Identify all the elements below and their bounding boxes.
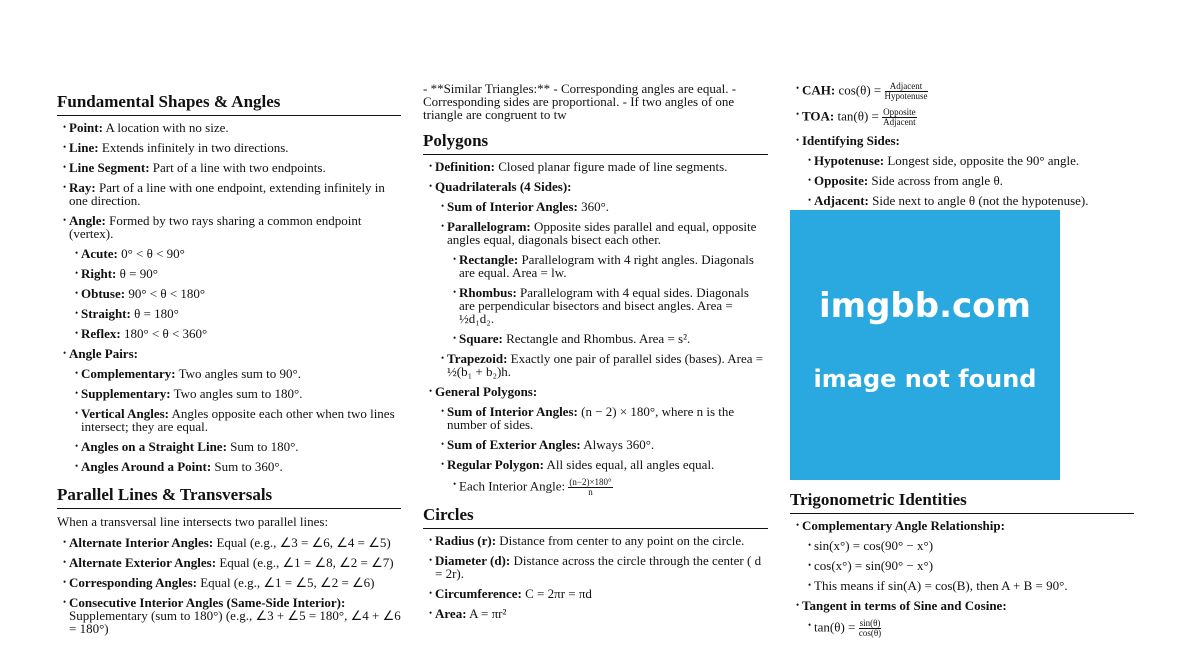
term-label: Line Segment:	[69, 160, 150, 175]
list-item	[423, 160, 768, 173]
bullet-icon: •	[75, 288, 79, 298]
term-description: sin(x°) = cos(90° − x°)	[814, 538, 934, 553]
bullet-icon: •	[808, 540, 812, 550]
bullet-icon: •	[75, 368, 79, 378]
bullet-icon: •	[63, 348, 67, 358]
column-1	[57, 92, 401, 642]
list-item	[790, 599, 1134, 612]
term-label: Identifying Sides:	[802, 133, 900, 148]
bullet-icon: •	[429, 555, 433, 565]
bullet-icon: •	[63, 122, 67, 132]
bullet-icon: •	[808, 155, 812, 165]
term-label: Parallelogram:	[447, 219, 531, 234]
shapes-angles-list	[57, 121, 401, 473]
term-label: Consecutive Interior Angles (Same-Side Interior):	[69, 595, 346, 610]
term-label: Definition:	[435, 159, 495, 174]
numerator: Adjacent	[885, 82, 928, 92]
circles-list	[423, 534, 768, 620]
term-label: Rhombus:	[459, 285, 517, 300]
term-description: 180° < θ < 360°	[120, 326, 208, 341]
bullet-icon: •	[63, 537, 67, 547]
bullet-icon: •	[796, 109, 800, 119]
list-item	[57, 121, 401, 134]
term-description: Exactly one pair of parallel sides (bases). Area = ½(b₁ + b₂)h.	[447, 351, 764, 379]
term-label: General Polygons:	[435, 384, 538, 399]
term-label: Complementary:	[81, 366, 176, 381]
list-item	[423, 534, 768, 547]
numerator: Opposite	[883, 107, 916, 117]
bullet-icon: •	[75, 408, 79, 418]
term-description: Opposite sides parallel and equal, opposite angles equal, diagonals bisect each other.	[447, 219, 757, 247]
bullet-icon: •	[63, 162, 67, 172]
term-description: Extends infinitely in two directions.	[98, 140, 289, 155]
list-item	[57, 267, 401, 280]
bullet-icon: •	[63, 142, 67, 152]
bullet-icon: •	[75, 268, 79, 278]
term-description: Equal (e.g., ∠1 = ∠8, ∠2 = ∠7)	[216, 555, 394, 570]
term-label: Sum of Interior Angles:	[447, 404, 578, 419]
term-description: Closed planar figure made of line segments.	[494, 159, 728, 174]
term-description: Equal (e.g., ∠1 = ∠5, ∠2 = ∠6)	[196, 575, 375, 590]
numerator: sin(θ)	[859, 618, 881, 628]
term-label: Point:	[69, 120, 103, 135]
list-item	[57, 141, 401, 154]
column-3	[790, 82, 1134, 214]
list-item	[423, 458, 768, 471]
term-description: (n − 2) × 180°, where n is the number of sides.	[447, 404, 735, 432]
list-item	[57, 576, 401, 589]
term-description: Part of a line with two endpoints.	[149, 160, 326, 175]
term-label: Angle Pairs:	[69, 346, 138, 361]
bullet-icon: •	[808, 560, 812, 570]
list-item	[423, 607, 768, 620]
term-description: This means if sin(A) = cos(B), then A + B = 90°.	[814, 578, 1068, 593]
list-item	[57, 536, 401, 549]
list-item	[423, 438, 768, 451]
list-item	[790, 539, 1134, 552]
bullet-icon: •	[808, 580, 812, 590]
term-label: Corresponding Angles:	[69, 575, 197, 590]
term-label: Sum of Exterior Angles:	[447, 437, 581, 452]
term-description: tan(θ) =	[814, 619, 859, 635]
bullet-icon: •	[75, 441, 79, 451]
list-item	[423, 385, 768, 398]
term-label: Square:	[459, 331, 503, 346]
list-item	[423, 478, 768, 497]
bullet-icon: •	[796, 135, 800, 145]
term-label: Ray:	[69, 180, 96, 195]
denominator: cos(θ)	[858, 628, 882, 638]
term-description: Sum to 180°.	[226, 439, 299, 454]
bullet-icon: •	[796, 520, 800, 530]
term-description: Longest side, opposite the 90° angle.	[884, 153, 1080, 168]
bullet-icon: •	[429, 608, 433, 618]
bullet-icon: •	[441, 221, 445, 231]
term-description: Each Interior Angle:	[459, 478, 569, 494]
column-3-lower	[790, 490, 1134, 645]
bullet-icon: •	[441, 201, 445, 211]
polygons-list	[423, 160, 768, 497]
term-description: Formed by two rays sharing a common endpoint (vertex).	[69, 213, 362, 241]
term-description: Two angles sum to 180°.	[170, 386, 303, 401]
intro-text: When a transversal line intersects two parallel lines:	[57, 514, 329, 529]
column-2	[423, 82, 768, 627]
term-description: cos(x°) = sin(90° − x°)	[814, 558, 934, 573]
term-label: Angle:	[69, 213, 106, 228]
term-label: Radius (r):	[435, 533, 497, 548]
term-label: TOA:	[802, 108, 835, 124]
bullet-icon: •	[453, 287, 457, 297]
term-description: Equal (e.g., ∠3 = ∠6, ∠4 = ∠5)	[213, 535, 391, 550]
term-label: Tangent in terms of Sine and Cosine:	[802, 598, 1007, 613]
term-description: C = 2πr = πd	[521, 586, 592, 601]
soh-cah-toa-list	[790, 82, 1134, 207]
list-item	[423, 554, 768, 580]
bullet-icon: •	[441, 439, 445, 449]
list-item	[790, 619, 1134, 638]
list-item	[57, 287, 401, 300]
list-item	[423, 253, 768, 279]
term-label: Opposite:	[814, 173, 869, 188]
term-description: Part of a line with one endpoint, extending infinitely in one direction.	[69, 180, 385, 208]
list-item	[790, 134, 1134, 147]
term-description: Angles opposite each other when two lines intersect; they are equal.	[81, 406, 395, 434]
list-item	[790, 579, 1134, 592]
list-item	[57, 596, 401, 635]
bullet-icon: •	[429, 386, 433, 396]
term-description: tan(θ) =	[834, 108, 883, 124]
term-description: θ = 180°	[130, 306, 179, 321]
term-label: Alternate Interior Angles:	[69, 535, 214, 550]
term-label: Sum of Interior Angles:	[447, 199, 578, 214]
bullet-icon: •	[63, 577, 67, 587]
term-description: Side next to angle θ (not the hypotenuse).	[868, 193, 1089, 208]
term-label: Right:	[81, 266, 117, 281]
term-label: Circumference:	[435, 586, 522, 601]
list-item	[790, 108, 1134, 127]
term-label: Angles on a Straight Line:	[81, 439, 227, 454]
term-description: A = πr²	[466, 606, 507, 621]
list-item	[57, 181, 401, 207]
term-description: θ = 90°	[116, 266, 158, 281]
term-label: Angles Around a Point:	[81, 459, 212, 474]
term-label: Diameter (d):	[435, 553, 511, 568]
term-description: Parallelogram with 4 equal sides. Diagonals are perpendicular bisectors and bisect angles. Area = ½d₁d₂.	[459, 285, 749, 326]
list-item	[57, 347, 401, 360]
section-heading: Parallel Lines & Transversals	[57, 485, 401, 509]
bullet-icon: •	[808, 620, 812, 630]
bullet-icon: •	[441, 459, 445, 469]
list-item	[423, 352, 768, 378]
term-label: Trapezoid:	[447, 351, 508, 366]
list-item	[423, 405, 768, 431]
list-item	[57, 214, 401, 240]
bullet-icon: •	[75, 308, 79, 318]
bullet-icon: •	[63, 182, 67, 192]
list-item	[57, 407, 401, 433]
term-label: Complementary Angle Relationship:	[802, 518, 1005, 533]
list-item	[57, 387, 401, 400]
term-description: Distance across the circle through the center ( d = 2r).	[435, 553, 762, 581]
bullet-icon: •	[75, 328, 79, 338]
list-item	[57, 367, 401, 380]
term-description: Always 360°.	[580, 437, 655, 452]
term-description: 360°.	[577, 199, 610, 214]
term-label: Reflex:	[81, 326, 121, 341]
term-label: CAH:	[802, 82, 836, 98]
term-label: Supplementary:	[81, 386, 171, 401]
bullet-icon: •	[441, 353, 445, 363]
term-description: 90° < θ < 180°	[125, 286, 206, 301]
fraction	[568, 478, 612, 497]
bullet-icon: •	[63, 557, 67, 567]
denominator: Adjacent	[883, 117, 916, 127]
list-item	[423, 286, 768, 325]
list-item	[57, 460, 401, 473]
list-item	[790, 194, 1134, 207]
term-description: 0° < θ < 90°	[117, 246, 185, 261]
term-label: Straight:	[81, 306, 131, 321]
bullet-icon: •	[75, 461, 79, 471]
section-heading: Circles	[423, 505, 768, 529]
truncated-fragment: - **Similar Triangles:** - Corresponding angles are equal. - Corresponding sides are proportional. - If two angles of one triangle are congruent to tw	[423, 81, 737, 122]
list-item	[57, 556, 401, 569]
list-item	[790, 559, 1134, 572]
fraction	[885, 82, 928, 101]
denominator: n	[588, 487, 593, 497]
bullet-icon: •	[796, 83, 800, 93]
numerator: (n−2)×180°	[569, 477, 612, 487]
list-item	[57, 247, 401, 260]
list-item	[423, 200, 768, 213]
bullet-icon: •	[808, 175, 812, 185]
term-description: Supplementary (sum to 180°) (e.g., ∠3 + ∠5 = 180°, ∠4 + ∠6 = 180°)	[69, 608, 401, 636]
bullet-icon: •	[808, 195, 812, 205]
list-item	[790, 154, 1134, 167]
list-item	[423, 332, 768, 345]
broken-image-placeholder	[790, 210, 1060, 480]
list-item	[790, 519, 1134, 532]
term-label: Rectangle:	[459, 252, 519, 267]
term-label: Regular Polygon:	[447, 457, 544, 472]
section-heading: Polygons	[423, 131, 768, 155]
term-description: Parallelogram with 4 right angles. Diagonals are equal. Area = lw.	[459, 252, 754, 280]
bullet-icon: •	[796, 600, 800, 610]
term-label: Adjacent:	[814, 193, 869, 208]
bullet-icon: •	[441, 406, 445, 416]
list-item	[57, 327, 401, 340]
term-label: Alternate Exterior Angles:	[69, 555, 217, 570]
bullet-icon: •	[453, 254, 457, 264]
list-item	[57, 161, 401, 174]
list-item	[57, 440, 401, 453]
parallel-lines-list	[57, 536, 401, 635]
bullet-icon: •	[63, 597, 67, 607]
bullet-icon: •	[429, 181, 433, 191]
term-description: Two angles sum to 90°.	[175, 366, 301, 381]
term-description: Rectangle and Rhombus. Area = s².	[502, 331, 691, 346]
list-item	[790, 82, 1134, 101]
term-label: Area:	[435, 606, 467, 621]
term-description: Side across from angle θ.	[868, 173, 1003, 188]
bullet-icon: •	[429, 161, 433, 171]
bullet-icon: •	[75, 248, 79, 258]
list-item	[423, 220, 768, 246]
trig-identities-list	[790, 519, 1134, 638]
term-description: All sides equal, all angles equal.	[543, 457, 715, 472]
list-item	[790, 174, 1134, 187]
denominator: Hypotenuse	[884, 91, 928, 101]
list-item	[423, 587, 768, 600]
section-heading: Fundamental Shapes & Angles	[57, 92, 401, 116]
term-label: Quadrilaterals (4 Sides):	[435, 179, 572, 194]
bullet-icon: •	[429, 535, 433, 545]
bullet-icon: •	[63, 215, 67, 225]
term-label: Line:	[69, 140, 99, 155]
term-description: cos(θ) =	[835, 82, 885, 98]
term-label: Obtuse:	[81, 286, 126, 301]
bullet-icon: •	[429, 588, 433, 598]
section-heading: Trigonometric Identities	[790, 490, 1134, 514]
term-description: Distance from center to any point on the circle.	[496, 533, 745, 548]
list-item	[423, 180, 768, 193]
bullet-icon: •	[453, 479, 457, 489]
bullet-icon: •	[453, 333, 457, 343]
term-label: Vertical Angles:	[81, 406, 169, 421]
fraction	[882, 108, 917, 127]
image-host-label: imgbb.com	[819, 286, 1031, 326]
list-item	[57, 307, 401, 320]
fraction	[859, 619, 882, 638]
term-description: A location with no size.	[102, 120, 229, 135]
term-description: Sum to 360°.	[211, 459, 283, 474]
bullet-icon: •	[75, 388, 79, 398]
term-label: Acute:	[81, 246, 118, 261]
image-not-found-label: image not found	[813, 365, 1037, 393]
term-label: Hypotenuse:	[814, 153, 885, 168]
